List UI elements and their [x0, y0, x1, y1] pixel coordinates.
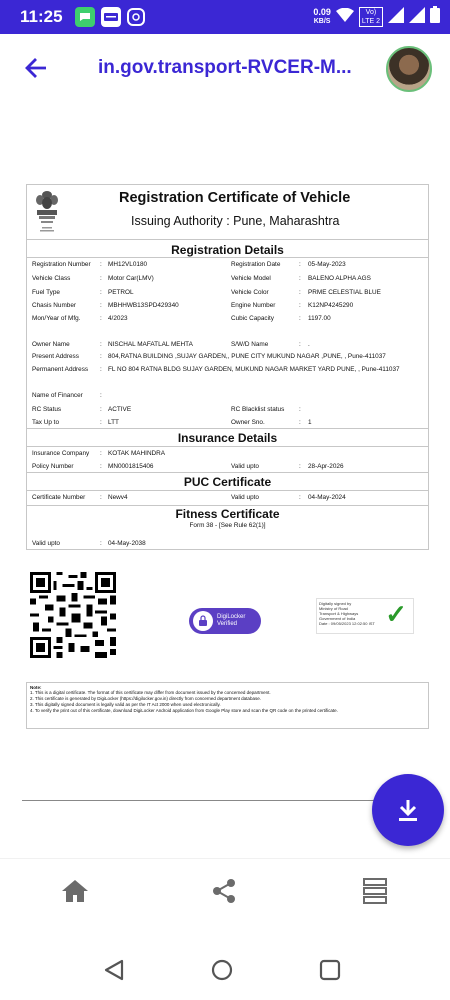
colon: : [100, 302, 102, 309]
system-back-button[interactable] [100, 956, 128, 984]
app-bar [0, 34, 450, 102]
vehicle-model: BALENO ALPHA AGS [308, 275, 371, 282]
owner-name-label: Owner Name [32, 341, 70, 348]
reg-label: Vehicle Model [231, 275, 271, 282]
note-line: 1. This is a digital certificate. The format of this certificate may differ from document issued by the concerned department. [30, 690, 271, 695]
owner-sno-label: Owner Sno. [231, 419, 265, 426]
colon: : [100, 494, 102, 501]
digilocker-icon [193, 611, 213, 631]
puc-heading: PUC Certificate [183, 475, 272, 489]
instagram-icon [127, 8, 145, 26]
signature-line: Digitally signed by [319, 601, 352, 606]
certificate-title: Registration Certificate of Vehicle [119, 190, 351, 206]
download-button[interactable] [372, 774, 444, 846]
back-triangle-icon [103, 959, 125, 981]
colon: : [299, 289, 301, 296]
fitness-heading: Fitness Certificate [175, 507, 280, 521]
network-speed-unit: KB/S [313, 18, 331, 25]
chasis-number: MBHHWB13SPD429340 [108, 302, 179, 309]
permanent-address-label: Permanent Address [32, 366, 89, 373]
colon: : [100, 419, 102, 426]
network-speed-value: 0.09 [313, 7, 331, 17]
colon: : [100, 540, 102, 547]
signature-line: Government of India [319, 616, 356, 621]
section-divider [27, 472, 428, 473]
reg-label: Mon/Year of Mfg. [32, 315, 81, 322]
valid-upto-label: Valid upto [231, 463, 259, 470]
owner-name: NISCHAL MAFATLAL MEHTA [108, 341, 193, 348]
fuel-type: PETROL [108, 289, 134, 296]
fitness-valid-upto: 04-May-2038 [108, 540, 146, 547]
note-line: 2. This certificate is generated by DigiLocker (https://digilocker.gov.in) directly from concerned department database. [30, 696, 261, 701]
present-address-label: Present Address [32, 353, 79, 360]
colon: : [299, 463, 301, 470]
status-bar [0, 0, 450, 34]
share-button[interactable] [208, 875, 240, 907]
insurance-heading: Insurance Details [177, 431, 278, 445]
wifi-icon [336, 8, 354, 27]
signature-line: Ministry of Road [319, 606, 348, 611]
colon: : [299, 315, 301, 322]
section-divider [27, 428, 428, 429]
network-speed [313, 8, 331, 26]
tax-label: Tax Up to [32, 419, 59, 426]
colon: : [100, 275, 102, 282]
insurance-valid-upto: 28-Apr-2026 [308, 463, 344, 470]
back-arrow-button[interactable] [16, 48, 56, 88]
download-icon [395, 797, 421, 823]
lte-label-2: LTE 2 [361, 18, 380, 25]
colon: : [100, 289, 102, 296]
reg-label: Registration Number [32, 261, 91, 268]
recents-square-icon [319, 959, 341, 981]
mfg-year: 4/2023 [108, 315, 128, 322]
reg-label: Cubic Capacity [231, 315, 274, 322]
reg-label: Vehicle Class [32, 275, 71, 282]
colon: : [100, 366, 102, 373]
section-divider [27, 446, 428, 447]
colon: : [100, 392, 102, 399]
puc-valid-upto: 04-May-2024 [308, 494, 346, 501]
avatar[interactable] [386, 46, 432, 92]
battery-icon [430, 6, 440, 28]
signal-icon [409, 7, 425, 28]
back-arrow-icon [24, 56, 48, 80]
signature-line: Transport & Highways [319, 611, 359, 616]
reg-label: Registration Date [231, 261, 281, 268]
reg-label: Fuel Type [32, 289, 60, 296]
policy-number: MN0001815406 [108, 463, 154, 470]
section-divider [27, 257, 428, 258]
message-icon [75, 7, 95, 27]
certificate-header [27, 185, 428, 240]
registration-number: MH12VL0180 [108, 261, 148, 268]
colon: : [100, 353, 102, 360]
reg-label: Engine Number [231, 302, 276, 309]
note-line: 4. To verify the print out of this certificate, download DigiLocker Android application from Google Play store and scan the QR code on the printed certificate. [30, 708, 338, 713]
puc-cert-number: Newv4 [108, 494, 128, 501]
colon: : [100, 261, 102, 268]
system-home-button[interactable] [208, 956, 236, 984]
digilocker-verified-badge [189, 608, 261, 634]
colon: : [299, 494, 301, 501]
share-icon [211, 878, 237, 904]
cubic-capacity: 1197.00 [308, 315, 331, 322]
colon: : [299, 302, 301, 309]
qr-code [30, 572, 116, 658]
digilocker-line-2: Verified [217, 621, 238, 627]
digilocker-line-1: DigiLocker [217, 614, 246, 620]
engine-number: K12NP4245290 [308, 302, 354, 309]
verified-check-icon: ✓ [385, 599, 407, 629]
swd-value: . [308, 341, 310, 348]
national-emblem-icon [33, 189, 61, 235]
valid-upto-label: Valid upto [231, 494, 259, 501]
sms-icon [101, 7, 121, 27]
colon: : [299, 341, 301, 348]
page-title: in.gov.transport-RVCER-M... [98, 57, 352, 78]
owner-sno: 1 [308, 419, 312, 426]
system-nav-bar [0, 940, 450, 1000]
registration-date: 05-May-2023 [308, 261, 346, 268]
swd-label: S/W/D Name [231, 341, 269, 348]
section-divider [27, 505, 428, 506]
signature-line: Date : 09/05/2023 12:02:50 IST [319, 621, 375, 626]
home-icon [62, 880, 88, 902]
note-box [26, 682, 429, 729]
colon: : [100, 463, 102, 470]
digital-signature [316, 598, 414, 634]
rc-status: ACTIVE [108, 406, 132, 413]
permanent-address: FL NO 804 RATNA BLDG SUJAY GARDEN, MUKUND NAGAR MARKET YARD PUNE, , Pune-411037 [108, 366, 400, 373]
content-divider [22, 800, 428, 801]
note-title: Note: [30, 685, 42, 690]
lte-badge [359, 7, 383, 27]
reg-label: Vehicle Color [231, 289, 269, 296]
split-view-button[interactable] [359, 875, 391, 907]
reg-label: Chasis Number [32, 302, 77, 309]
home-circle-icon [211, 959, 233, 981]
bottom-action-bar [0, 858, 450, 922]
present-address: 804,RATNA BUILDING ,SUJAY GARDEN,, PUNE CITY MUKUND NAGAR ,PUNE, , Pune-411037 [108, 353, 386, 360]
system-recents-button[interactable] [316, 956, 344, 984]
insurance-company: KOTAK MAHINDRA [108, 450, 166, 457]
fitness-form: Form 38 - [See Rule 62(1)] [189, 522, 266, 529]
colon: : [100, 315, 102, 322]
colon: : [100, 406, 102, 413]
colon: : [100, 341, 102, 348]
colon: : [100, 450, 102, 457]
colon: : [299, 406, 301, 413]
vehicle-color: PRME CELESTIAL BLUE [308, 289, 381, 296]
registration-certificate [26, 184, 429, 550]
valid-upto-label: Valid upto [32, 540, 60, 547]
colon: : [299, 419, 301, 426]
status-time: 11:25 [20, 7, 63, 26]
policy-label: Policy Number [32, 463, 74, 470]
issuing-authority: Issuing Authority : Pune, Maharashtra [131, 214, 340, 228]
registration-details-heading: Registration Details [171, 243, 284, 257]
insurance-company-label: Insurance Company [32, 450, 90, 457]
section-divider [27, 490, 428, 491]
rc-status-label: RC Status [32, 406, 62, 413]
tax-value: LTT [108, 419, 119, 426]
colon: : [299, 275, 301, 282]
signal-icon [388, 7, 404, 28]
note-line: 3. This digitally signed document is legally valid as per the IT Act 2000 when used electronically. [30, 702, 221, 707]
home-button[interactable] [59, 875, 91, 907]
rc-blacklist-label: RC Blacklist status [231, 406, 285, 413]
financer-label: Name of Financer [32, 392, 83, 399]
split-view-icon [363, 878, 387, 904]
puc-cert-label: Certificate Number [32, 494, 86, 501]
colon: : [299, 261, 301, 268]
vehicle-class: Motor Car(LMV) [108, 275, 154, 282]
lte-label-1: Vo) [365, 9, 377, 16]
